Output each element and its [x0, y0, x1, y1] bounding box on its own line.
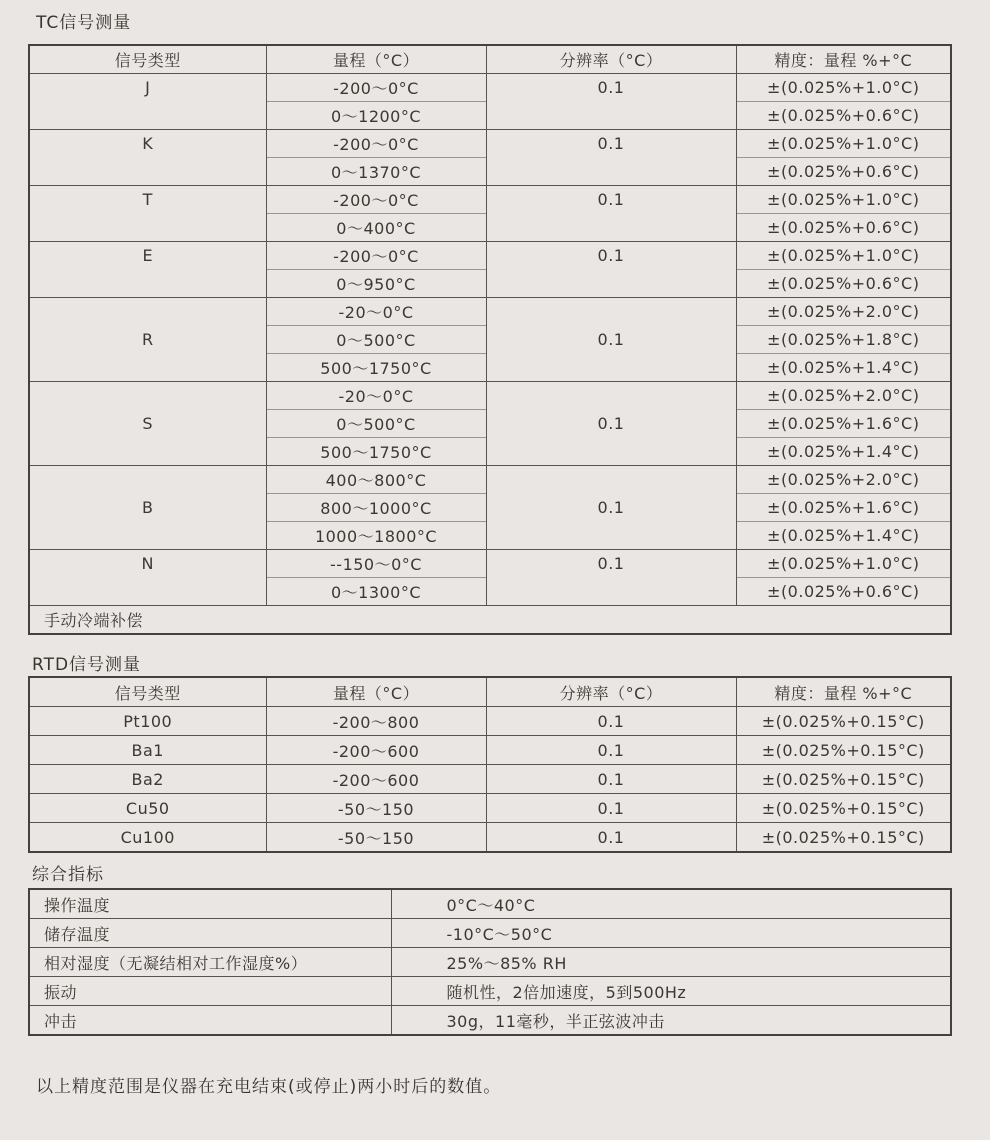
tc-column-header: 量程（°C） [266, 45, 486, 74]
tc-row [29, 186, 951, 214]
tc-row [29, 242, 951, 270]
tc-column-header: 信号类型 [29, 45, 266, 74]
tc-row [29, 550, 951, 578]
signal-type-cell: E [29, 242, 266, 298]
rtd-header-row [29, 677, 951, 707]
resolution-cell: 0.1 [486, 298, 736, 382]
accuracy-footnote: 以上精度范围是仪器在充电结束(或停止)两小时后的数值。 [36, 1077, 502, 1097]
range-cell: -50～150 [266, 823, 486, 853]
signal-type-cell: K [29, 130, 266, 186]
rtd-table-body [29, 677, 951, 852]
spec-value-cell: 30g，11毫秒，半正弦波冲击 [391, 1006, 951, 1036]
accuracy-cell: ±(0.025%+2.0°C) [736, 298, 951, 326]
spec-value-cell: 0°C～40°C [391, 889, 951, 919]
resolution-cell: 0.1 [486, 550, 736, 606]
signal-type-cell: B [29, 466, 266, 550]
accuracy-cell: ±(0.025%+0.6°C) [736, 270, 951, 298]
range-cell: -200～800 [266, 707, 486, 736]
signal-type-cell: Ba1 [29, 736, 266, 765]
range-cell: 500～1750°C [266, 354, 486, 382]
signal-type-cell: Ba2 [29, 765, 266, 794]
general-spec-row [29, 889, 951, 919]
general-spec-row [29, 1006, 951, 1036]
spec-value-cell: -10°C～50°C [391, 919, 951, 948]
signal-type-cell: S [29, 382, 266, 466]
tc-footer-row [29, 606, 951, 635]
range-cell: -20～0°C [266, 382, 486, 410]
range-cell: -200～0°C [266, 130, 486, 158]
range-cell: -20～0°C [266, 298, 486, 326]
rtd-row [29, 736, 951, 765]
accuracy-cell: ±(0.025%+0.15°C) [736, 794, 951, 823]
tc-table [28, 44, 952, 635]
rtd-column-header: 精度：量程 %+°C [736, 677, 951, 707]
tc-column-header: 精度：量程 %+°C [736, 45, 951, 74]
accuracy-cell: ±(0.025%+0.6°C) [736, 578, 951, 606]
signal-type-cell: Cu50 [29, 794, 266, 823]
spec-label-cell: 操作温度 [29, 889, 391, 919]
rtd-table [28, 676, 952, 853]
spec-label-cell: 相对湿度（无凝结相对工作湿度%） [29, 948, 391, 977]
accuracy-cell: ±(0.025%+0.15°C) [736, 765, 951, 794]
accuracy-cell: ±(0.025%+1.0°C) [736, 74, 951, 102]
tc-row [29, 466, 951, 494]
resolution-cell: 0.1 [486, 707, 736, 736]
range-cell: 0～500°C [266, 410, 486, 438]
accuracy-cell: ±(0.025%+1.6°C) [736, 494, 951, 522]
range-cell: -200～0°C [266, 186, 486, 214]
accuracy-cell: ±(0.025%+0.6°C) [736, 158, 951, 186]
accuracy-cell: ±(0.025%+1.8°C) [736, 326, 951, 354]
range-cell: 1000～1800°C [266, 522, 486, 550]
tc-row [29, 382, 951, 410]
range-cell: 0～1200°C [266, 102, 486, 130]
rtd-row [29, 707, 951, 736]
signal-type-cell: R [29, 298, 266, 382]
general-table [28, 888, 952, 1036]
rtd-row [29, 765, 951, 794]
range-cell: 400～800°C [266, 466, 486, 494]
accuracy-cell: ±(0.025%+0.15°C) [736, 736, 951, 765]
spec-label-cell: 储存温度 [29, 919, 391, 948]
range-cell: 0～500°C [266, 326, 486, 354]
range-cell: 0～950°C [266, 270, 486, 298]
range-cell: -200～600 [266, 736, 486, 765]
rtd-row [29, 823, 951, 853]
range-cell: -200～600 [266, 765, 486, 794]
spec-label-cell: 振动 [29, 977, 391, 1006]
accuracy-cell: ±(0.025%+1.0°C) [736, 550, 951, 578]
spec-value-cell: 随机性，2倍加速度，5到500Hz [391, 977, 951, 1006]
range-cell: -50～150 [266, 794, 486, 823]
general-table-body [29, 889, 951, 1035]
range-cell: 0～1300°C [266, 578, 486, 606]
accuracy-cell: ±(0.025%+1.4°C) [736, 438, 951, 466]
rtd-row [29, 794, 951, 823]
accuracy-cell: ±(0.025%+1.4°C) [736, 522, 951, 550]
spec-value-cell: 25%～85% RH [391, 948, 951, 977]
resolution-cell: 0.1 [486, 74, 736, 130]
accuracy-cell: ±(0.025%+1.6°C) [736, 410, 951, 438]
range-cell: --150～0°C [266, 550, 486, 578]
tc-row [29, 130, 951, 158]
general-spec-row [29, 919, 951, 948]
tc-row [29, 74, 951, 102]
signal-type-cell: N [29, 550, 266, 606]
range-cell: -200～0°C [266, 74, 486, 102]
rtd-column-header: 分辨率（°C） [486, 677, 736, 707]
resolution-cell: 0.1 [486, 186, 736, 242]
accuracy-cell: ±(0.025%+1.0°C) [736, 186, 951, 214]
rtd-column-header: 量程（°C） [266, 677, 486, 707]
signal-type-cell: Pt100 [29, 707, 266, 736]
resolution-cell: 0.1 [486, 794, 736, 823]
tc-row [29, 298, 951, 326]
resolution-cell: 0.1 [486, 382, 736, 466]
signal-type-cell: T [29, 186, 266, 242]
general-spec-row [29, 977, 951, 1006]
accuracy-cell: ±(0.025%+1.0°C) [736, 242, 951, 270]
tc-section-title: TC信号测量 [36, 13, 132, 33]
accuracy-cell: ±(0.025%+0.6°C) [736, 102, 951, 130]
spec-label-cell: 冲击 [29, 1006, 391, 1036]
accuracy-cell: ±(0.025%+2.0°C) [736, 466, 951, 494]
signal-type-cell: Cu100 [29, 823, 266, 853]
range-cell: 0～400°C [266, 214, 486, 242]
resolution-cell: 0.1 [486, 823, 736, 853]
range-cell: 0～1370°C [266, 158, 486, 186]
resolution-cell: 0.1 [486, 736, 736, 765]
accuracy-cell: ±(0.025%+0.6°C) [736, 214, 951, 242]
general-section-title: 综合指标 [32, 865, 104, 885]
accuracy-cell: ±(0.025%+0.15°C) [736, 707, 951, 736]
accuracy-cell: ±(0.025%+1.0°C) [736, 130, 951, 158]
tc-header-row [29, 45, 951, 74]
resolution-cell: 0.1 [486, 765, 736, 794]
range-cell: -200～0°C [266, 242, 486, 270]
resolution-cell: 0.1 [486, 242, 736, 298]
accuracy-cell: ±(0.025%+0.15°C) [736, 823, 951, 853]
cold-junction-compensation-cell: 手动冷端补偿 [29, 606, 951, 635]
rtd-column-header: 信号类型 [29, 677, 266, 707]
rtd-section-title: RTD信号测量 [32, 655, 142, 675]
tc-table-body [29, 45, 951, 634]
signal-type-cell: J [29, 74, 266, 130]
tc-column-header: 分辨率（°C） [486, 45, 736, 74]
resolution-cell: 0.1 [486, 466, 736, 550]
general-spec-row [29, 948, 951, 977]
accuracy-cell: ±(0.025%+2.0°C) [736, 382, 951, 410]
range-cell: 500～1750°C [266, 438, 486, 466]
resolution-cell: 0.1 [486, 130, 736, 186]
range-cell: 800～1000°C [266, 494, 486, 522]
accuracy-cell: ±(0.025%+1.4°C) [736, 354, 951, 382]
